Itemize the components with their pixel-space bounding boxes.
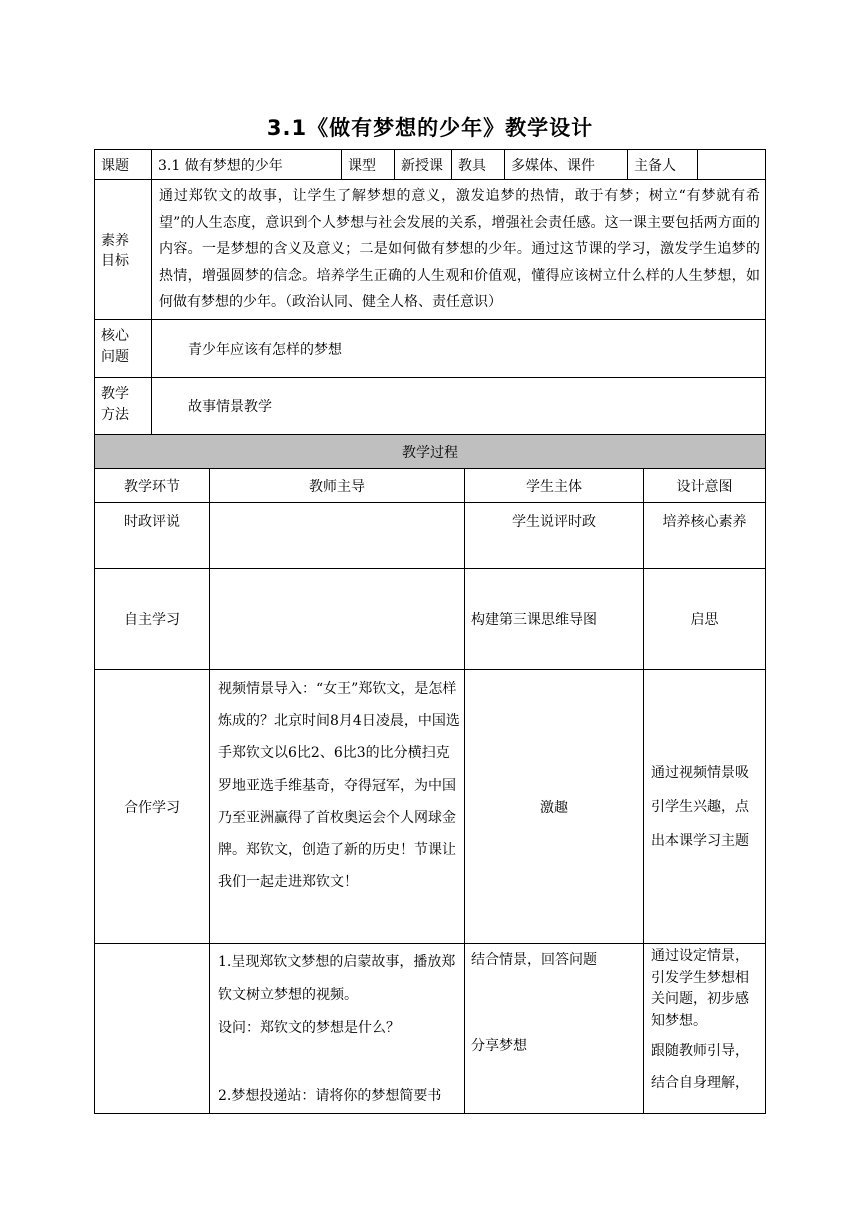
type-label: 课型: [342, 150, 395, 180]
row3-intent: 通过视频情景吸引学生兴趣，点出本课学习主题: [644, 670, 766, 944]
row4-teacher-p1: 1.呈现郑钦文梦想的启蒙故事，播放郑钦文树立梦想的视频。: [218, 954, 456, 1003]
header-student: 学生主体: [465, 469, 644, 503]
header-intent: 设计意图: [644, 469, 766, 503]
row2-intent: 启思: [644, 569, 766, 670]
row4-intent-p2: 跟随教师引导，结合自身理解，: [651, 1043, 749, 1091]
row4-teacher-p2: 设问：郑钦文的梦想是什么？: [218, 1020, 400, 1036]
page-title: 3.1《做有梦想的少年》教学设计: [266, 116, 594, 140]
row4-teacher: [210, 944, 465, 1114]
goal-label-line1: 素养: [101, 232, 129, 249]
row1-stage: 时政评说: [95, 503, 210, 569]
row2-student: 构建第三课思维导图: [465, 569, 644, 670]
header-teacher: 教师主导: [210, 469, 465, 503]
row4-stage: [95, 944, 210, 1114]
row4-student-p1: 结合情景，回答问题: [471, 952, 597, 968]
row4-student-p2: 分享梦想: [471, 1038, 527, 1054]
preparer-value: [698, 150, 766, 180]
tools-label: 教具: [452, 150, 505, 180]
method-text: 故事情景教学: [152, 378, 766, 435]
core-text: 青少年应该有怎样的梦想: [152, 320, 766, 378]
row3-teacher: 视频情景导入：“女王”郑钦文，是怎样炼成的？北京时间8月4日凌晨，中国选手郑钦文以6比2、6比3的比分横扫克罗地亚选手维基奇，夺得冠军，为中国乃至亚洲赢得了首枚奥运会个人网球金牌。郑钦文，创造了新的历史！节课让我们一起走进郑钦文！: [210, 670, 465, 944]
goal-text: 通过郑钦文的故事，让学生了解梦想的意义，激发追梦的热情，敢于有梦；树立“有梦就有希望”的人生态度，意识到个人梦想与社会发展的关系，增强社会责任感。这一课主要包括两方面的内容。一是梦想的含义及意义；二是如何做有梦想的少年。通过这节课的学习，激发学生追梦的热情，增强圆梦的信念。培养学生正确的人生观和价值观，懂得应该树立什么样的人生梦想，如何做有梦想的少年。（政治认同、健全人格、责任意识）: [152, 180, 766, 320]
core-label-line2: 问题: [101, 349, 129, 365]
topic-value: 3.1 做有梦想的少年: [152, 150, 342, 180]
row2-stage: 自主学习: [95, 569, 210, 670]
process-table: [94, 434, 766, 1114]
topic-label: 课题: [95, 150, 152, 180]
method-label-line1: 教学: [101, 386, 129, 402]
header-stage: 教学环节: [95, 469, 210, 503]
process-title: 教学过程: [95, 435, 766, 469]
row3-student: 激趣: [465, 670, 644, 944]
tools-value: 多媒体、课件: [505, 150, 628, 180]
row4-teacher-p3: 2.梦想投递站：请将你的梦想简要书: [218, 1088, 442, 1104]
core-label: [95, 320, 152, 378]
row1-intent: 培养核心素养: [644, 503, 766, 569]
row4-intent: [644, 944, 766, 1114]
goal-label-line2: 目标: [101, 252, 129, 269]
goal-label: [95, 180, 152, 320]
row1-teacher: [210, 503, 465, 569]
row2-teacher: [210, 569, 465, 670]
info-table: [94, 149, 766, 435]
method-label-line2: 方法: [101, 407, 129, 423]
row3-stage: 合作学习: [95, 670, 210, 944]
row4-student: [465, 944, 644, 1114]
type-value: 新授课: [395, 150, 452, 180]
row1-student: 学生说评时政: [465, 503, 644, 569]
preparer-label: 主备人: [628, 150, 698, 180]
method-label: [95, 378, 152, 435]
core-label-line1: 核心: [101, 328, 129, 344]
row4-intent-p1: 通过设定情景，引发学生梦想相关问题，初步感知梦想。: [651, 948, 749, 1029]
